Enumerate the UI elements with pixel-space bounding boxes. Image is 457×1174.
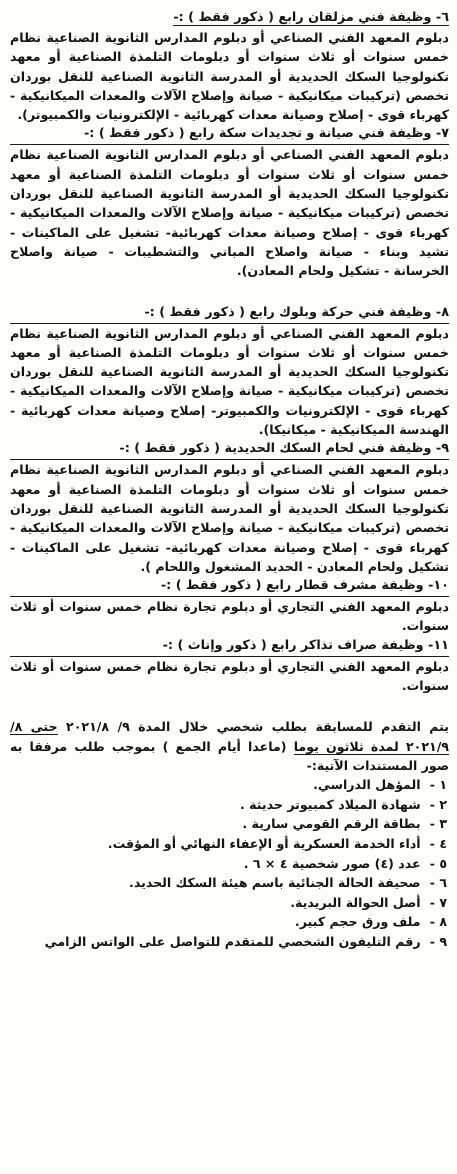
list-item [10,834,447,854]
job-heading [10,124,449,145]
application-instructions [10,717,449,775]
job-requirements: دبلوم المعهد الفني الصناعي أو دبلوم المدارس الثانوية الصناعية نظام خمس سنوات أو ثلاث سنوات أو دبلومات التلمذة الصناعية أو معهد تكنولوجيا السكك الحديدية أو المدرسة الثانوية الصناعية للنقل بوردان تخصص (تركيبات ميكانيكية - صيانة وإصلاح الآلات والمعدات الميكانيكية - كهرباء قوى - إصلاح وصيانة معدات كهربائية - الإلكترونيات والكمبيوتر). [10,30,449,123]
item-number: ٦ - [429,875,447,891]
job-heading-text: ١٠- وظيفة مشرف قطار رابع ( ذكور فقط ) :- [160,578,449,594]
item-text: شهادة الميلاد كمبيوتر حديثة . [239,796,421,812]
job-heading-text: ٩- وظيفة فني لحام السكك الحديدية ( ذكور فقط ) :- [119,441,449,457]
job-heading-text: ١١- وظيفة صراف تذاكر رابع ( ذكور وإناث ) :- [162,637,449,653]
item-text: رقم التليفون الشخصي للمتقدم للتواصل على الواتس الزامي [44,933,421,949]
item-text: أصل الحوالة البريدية. [290,894,421,910]
job-heading-text: ٧- وظيفة فني صيانة و تجديدات سكة رابع ( ذكور فقط ) :- [83,126,449,142]
job-heading [10,636,449,657]
list-item [10,873,447,893]
list-item [10,932,447,952]
list-item [10,814,447,834]
job-section-10 [10,576,449,636]
item-number: ١ - [429,777,447,793]
item-number: ٣ - [429,816,447,832]
item-number: ٢ - [429,796,447,812]
job-heading-text: ٦- وظيفة فني مزلقان رابع ( ذكور فقط ) :- [173,10,449,25]
item-number: ٩ - [429,933,447,949]
job-section-6 [10,8,449,124]
job-heading [10,439,449,460]
application-intro: يتم التقدم للمسابقة بطلب شخصي خلال المدة ٩/ ٢٠٢١/٨ [57,719,450,735]
item-text: المؤهل الدراسي. [313,777,421,793]
list-item [10,775,447,795]
list-item [10,854,447,874]
application-period: حتى ٨/ ٢٠٢١/٩ لمدة ثلاثون يوما [10,719,449,754]
job-heading-text: ٨- وظيفة فني حركة وبلوك رابع ( ذكور فقط ) :- [144,304,449,320]
item-text: أداء الخدمة العسكرية أو الإعفاء النهائي أو المؤقت. [107,835,421,851]
item-text: عدد (٤) صور شخصية ٤ × ٦ . [243,855,421,871]
job-section-9 [10,439,449,576]
job-section-8 [10,303,449,440]
job-requirements: دبلوم المعهد الفني الصناعي أو دبلوم المدارس الثانوية الصناعية نظام خمس سنوات أو ثلاث سنوات أو دبلومات التلمذة الصناعية أو معهد تكنولوجيا السكك الحديدية أو المدرسة الثانوية الصناعية للنقل بوردان تخصص (تركيبات ميكانيكية - صيانة وإصلاح الآلات والمعدات الميكانيكية - كهرباء قوى - إصلاح وصيانة معدات كهربائية- تشغيل على الماكينات - تشكيل ولحام المعادن - الحديد المشغول واللحام ). [10,462,449,574]
job-section-11 [10,636,449,696]
job-requirements: دبلوم المعهد الفني التجاري أو دبلوم تجارة نظام خمس سنوات أو ثلاث سنوات. [10,658,449,694]
item-text: بطاقة الرقم القومي سارية . [242,816,421,832]
job-section-7 [10,124,449,280]
item-number: ٥ - [429,855,447,871]
application-rest: (ماعدا أيام الجمع ) بموجب طلب مرفقا به صور المستندات الآتية:- [10,738,449,773]
required-documents-list [10,775,449,951]
job-requirements: دبلوم المعهد الفني التجاري أو دبلوم تجارة نظام خمس سنوات أو ثلاث سنوات. [10,599,449,634]
item-number: ٤ - [429,835,447,851]
spacer [10,281,449,303]
job-heading [10,576,449,597]
item-number: ٨ - [429,914,447,930]
list-item [10,795,447,815]
item-text: صحيفة الحالة الجنائية باسم هيئة السكك الحديد. [129,875,421,891]
list-item [10,893,447,913]
job-requirements: دبلوم المعهد الفني الصناعي أو دبلوم المدارس الثانوية الصناعية نظام خمس سنوات أو ثلاث سنوات أو دبلومات التلمذة الصناعية أو معهد تكنولوجيا السكك الحديدية أو المدرسة الثانوية الصناعية للنقل بوردان تخصص (تركيبات ميكانيكية - صيانة وإصلاح الآلات والمعدات الميكانيكية - كهرباء قوى - الإلكترونيات والكمبيوتر- إصلاح وصيانة معدات كهربائية - الهندسة الميكانيكية - ميكانيكا). [10,325,449,438]
spacer [10,695,449,717]
item-number: ٧ - [429,894,447,910]
list-item [10,912,447,932]
job-requirements: دبلوم المعهد الفني الصناعي أو دبلوم المدارس الثانوية الصناعية نظام خمس سنوات أو ثلاث سنوات أو دبلومات التلمذة الصناعية أو معهد تكنولوجيا السكك الحديدية أو المدرسة الثانوية الصناعية للنقل بوردان تخصص (تركيبات ميكانيكية - صيانة وإصلاح الآلات والمعدات الميكانيكية - كهرباء قوى - إصلاح وصيانة معدات كهربائية- تشغيل على الماكينات - تشيد وبناء - صيانة واصلاح المباني والتشطيبات - صيانة واصلاح الخرسانة - تشكيل ولحام المعادن). [10,147,449,279]
job-heading [10,8,449,28]
job-heading [10,303,449,324]
item-text: ملف ورق حجم كبير. [294,914,421,930]
